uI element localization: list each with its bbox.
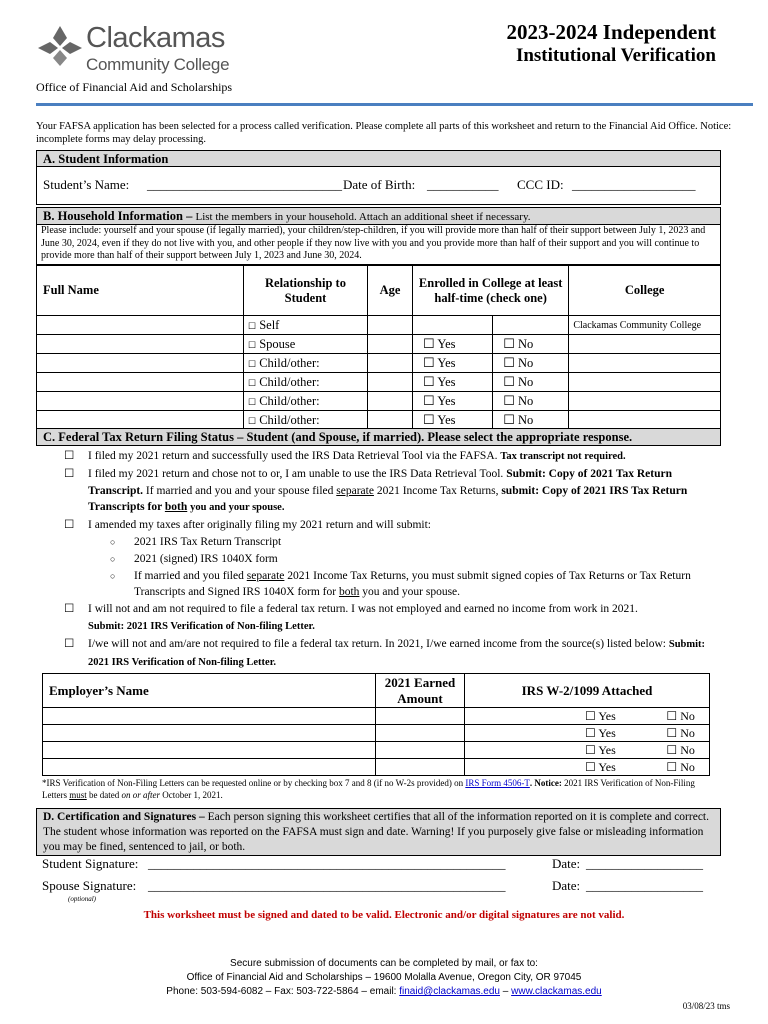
section-d-text: Each person signing this worksheet certifies that all of the information reported on it is complete and correct. The student whose information was reported on the FAFSA must sign and date. Warning! If you purposely give false or misleading information you may be fined, sentenced to jail, or both. [43, 811, 709, 853]
note-text-3: be dated [89, 790, 120, 800]
email-link[interactable]: finaid@clackamas.edu [399, 986, 500, 997]
checkbox-icon[interactable]: ☐ [248, 358, 257, 369]
option-3-text: I amended my taxes after originally filing my 2021 return and will submit: [88, 519, 432, 532]
bullet-icon: ○ [110, 536, 116, 547]
age-cell[interactable] [368, 316, 413, 335]
employer-cell[interactable] [43, 759, 376, 776]
household-table [36, 265, 721, 430]
yes-label: Yes [598, 725, 616, 740]
option-1-note: Tax transcript not required. [500, 451, 626, 462]
college-cell[interactable] [569, 335, 721, 354]
both-text: both [338, 586, 360, 599]
section-c-title: C. Federal Tax Return Filing Status – Student (and Spouse, if married). Please select the appropriate response. [43, 430, 633, 444]
spouse-date-field[interactable]: __________________ [586, 878, 703, 893]
amount-cell[interactable] [376, 708, 465, 725]
option-2-returns: 2021 Income Tax Returns, [376, 484, 499, 497]
intro-text: Your FAFSA application has been selected for a process called verification. Please complete all parts of this worksheet and return to the Financial Aid Office. Notice: incomplete forms may delay processing. [36, 121, 732, 145]
must-text: must [69, 790, 87, 800]
checkbox-icon[interactable]: ☐ [248, 339, 257, 350]
col-college: College [569, 266, 721, 316]
checkbox-icon[interactable]: ☐ [503, 393, 515, 408]
yes-label: Yes [598, 742, 616, 757]
option-2-text: I filed my 2021 return and chose not to or, I am unable to use the IRS Data Retrieval Tool. [88, 467, 504, 480]
college-cell[interactable] [569, 354, 721, 373]
sub-item-text-3: you and your spouse. [362, 586, 461, 599]
college-cell[interactable] [569, 392, 721, 411]
checkbox-icon[interactable]: ☐ [423, 374, 435, 389]
relationship-label: Spouse [259, 336, 296, 351]
checkbox-icon[interactable]: ☐ [248, 320, 257, 331]
relationship-label: Child/other: [259, 355, 320, 370]
checkbox-icon[interactable]: ☐ [423, 393, 435, 408]
footer-address: Office of Financial Aid and Scholarships – 19600 Molalla Avenue, Oregon City, OR 97045 [186, 972, 582, 983]
section-c-header [36, 428, 721, 446]
checkbox-icon[interactable]: ☐ [64, 637, 75, 650]
footer-phone-fax: Phone: 503-594-6082 – Fax: 503-722-5864 – email: [166, 986, 397, 997]
dob-label: Date of Birth: [343, 177, 416, 192]
yes-label: Yes [437, 413, 456, 427]
sub-item-text: 2021 (signed) IRS 1040X form [134, 552, 278, 565]
note-text-4: October 1, 2021. [162, 790, 223, 800]
student-date-label: Date: [552, 856, 581, 871]
form-title: 2023-2024 Independent [506, 20, 716, 44]
form-subtitle: Institutional Verification [515, 45, 716, 66]
checkbox-icon[interactable]: ☐ [666, 759, 678, 774]
no-cell [493, 316, 569, 335]
name-cell[interactable] [37, 392, 244, 411]
name-cell[interactable] [37, 411, 244, 430]
checkbox-icon[interactable]: ☐ [503, 355, 515, 370]
student-signature-field[interactable]: _______________________________________________________ [148, 856, 506, 871]
sub-item [66, 551, 716, 568]
student-date-field[interactable]: __________________ [586, 856, 703, 871]
household-instructions: Please include: yourself and your spouse (if legally married), your children/step-children, if you will provide more than half of their support between July 1, 2023 and June 30, 2024, even if they do not live with you, and other people if they now live with you and you provide more than half of their support and you will continue to provide more than half of their support between July 1, 2023 and June 30, 2024. [36, 225, 721, 265]
checkbox-icon[interactable]: ☐ [423, 412, 435, 427]
student-name-label: Student’s Name: [43, 177, 130, 192]
age-cell[interactable] [368, 411, 413, 430]
checkbox-icon[interactable]: ☐ [64, 467, 75, 480]
optional-label: (optional) [68, 895, 96, 903]
amount-cell[interactable] [376, 725, 465, 742]
separate-text: separate [246, 569, 285, 582]
ccc-id-label: CCC ID: [517, 177, 564, 192]
yes-cell [413, 354, 493, 373]
yes-label: Yes [437, 375, 456, 389]
spouse-date-label: Date: [552, 878, 581, 893]
amount-cell[interactable] [376, 759, 465, 776]
irs-form-link[interactable]: IRS Form 4506-T [465, 778, 530, 788]
footer-dash: – [502, 986, 509, 997]
checkbox-icon[interactable]: ☐ [503, 412, 515, 427]
option-4-submit: Submit: 2021 IRS Verification of Non-filing Letter. [88, 620, 315, 632]
note-notice: . Notice: [529, 778, 562, 788]
name-cell[interactable] [37, 354, 244, 373]
option-2-married: If married and you and your spouse filed [145, 484, 334, 497]
age-cell[interactable] [368, 354, 413, 373]
option-2 [66, 466, 716, 517]
bullet-icon: ○ [110, 570, 116, 581]
yes-label: Yes [598, 759, 616, 774]
relationship-cell [244, 335, 368, 354]
signature-warning: This worksheet must be signed and dated to be valid. Electronic and/or digital signatures are not valid. [143, 909, 625, 921]
no-label: No [518, 375, 534, 389]
section-a-title: A. Student Information [43, 152, 169, 166]
no-cell [493, 335, 569, 354]
checkbox-icon[interactable]: ☐ [585, 759, 596, 774]
option-5 [66, 636, 716, 672]
employer-cell[interactable] [43, 742, 376, 759]
footer-contact [0, 986, 768, 997]
amount-cell[interactable] [376, 742, 465, 759]
yes-cell [413, 411, 493, 430]
option-4 [66, 601, 716, 636]
option-1 [66, 448, 716, 466]
dob-field[interactable]: ___________ [427, 177, 499, 192]
checkbox-icon[interactable]: ☐ [666, 708, 678, 723]
website-link[interactable]: www.clackamas.edu [511, 986, 602, 997]
note-text-2: 2021 IRS Verification of Non-Filing Letters [42, 778, 695, 800]
checkbox-icon[interactable]: ☐ [503, 374, 515, 389]
student-info-box [36, 167, 721, 205]
section-a-header [36, 150, 721, 167]
yes-label: Yes [437, 394, 456, 408]
office-name: Office of Financial Aid and Scholarships [36, 80, 233, 94]
yes-label: Yes [437, 337, 456, 351]
age-cell[interactable] [368, 392, 413, 411]
logo-name: Clackamas [86, 22, 225, 54]
on-or-after-text: on or after [121, 790, 161, 800]
no-label: No [518, 394, 534, 408]
age-cell[interactable] [368, 373, 413, 392]
section-b-note: List the members in your household. Attach an additional sheet if necessary. [195, 211, 531, 223]
no-cell [493, 392, 569, 411]
section-d-title: D. Certification and Signatures – [43, 811, 205, 823]
student-signature-label: Student Signature: [42, 856, 139, 871]
no-cell [493, 354, 569, 373]
college-cell[interactable] [569, 411, 721, 430]
checkbox-icon[interactable]: ☐ [423, 355, 435, 370]
age-cell[interactable] [368, 335, 413, 354]
col-full-name: Full Name [37, 266, 244, 316]
checkbox-icon[interactable]: ☐ [585, 742, 596, 757]
relationship-cell [244, 411, 368, 430]
option-1-text: I filed my 2021 return and successfully used the IRS Data Retrieval Tool via the FAFSA. [88, 450, 498, 462]
non-filing-note [42, 777, 722, 801]
sub-item-text: If married and you filed [134, 569, 244, 582]
no-label: No [518, 356, 534, 370]
option-5-text: I/we will not and am/are not required to file a federal tax return. In 2021, I/we earned income from the source(s) listed below: [88, 637, 666, 650]
sub-item-text-2: 2021 Income Tax Returns, you must submit signed copies of Tax Returns or Tax Return Transcripts and Signed IRS 1040X form for [134, 569, 691, 599]
checkbox-icon[interactable]: ☐ [585, 708, 596, 723]
checkbox-icon[interactable]: ☐ [423, 336, 435, 351]
yes-cell [413, 335, 493, 354]
note-text: *IRS Verification of Non-Filing Letters can be requested online or by checking box 7 and 8 (if no W-2s provided) on [42, 778, 464, 788]
separate-text: separate [336, 484, 374, 497]
option-4-text: I will not and am not required to file a federal tax return. I was not employed and earned no income from work in 2021. [88, 603, 638, 616]
yes-label: Yes [437, 356, 456, 370]
footer-line-1: Secure submission of documents can be completed by mail, or fax to: [230, 958, 538, 969]
no-label: No [680, 708, 695, 723]
relationship-cell [244, 392, 368, 411]
both-text: both [164, 501, 188, 514]
section-d-header [36, 808, 721, 856]
col-age: Age [368, 266, 413, 316]
checkbox-icon[interactable]: ☐ [248, 377, 257, 388]
checkbox-icon[interactable]: ☐ [503, 336, 515, 351]
relationship-cell [244, 354, 368, 373]
relationship-cell [244, 373, 368, 392]
spouse-signature-field[interactable]: _______________________________________________________ [148, 878, 506, 893]
checkbox-icon[interactable]: ☐ [248, 396, 257, 407]
employer-cell[interactable] [43, 725, 376, 742]
yes-cell [413, 373, 493, 392]
no-label: No [680, 759, 695, 774]
yes-cell [413, 392, 493, 411]
employer-cell[interactable] [43, 708, 376, 725]
no-label: No [518, 413, 534, 427]
form-code: 03/08/23 tms [682, 1001, 730, 1011]
no-cell [493, 411, 569, 430]
employer-table [42, 673, 710, 776]
tax-status-options [66, 448, 716, 671]
section-b-header [36, 207, 721, 225]
name-cell[interactable] [37, 335, 244, 354]
checkbox-icon[interactable]: ☐ [666, 725, 678, 740]
checkbox-icon[interactable]: ☐ [64, 519, 75, 532]
sub-item [66, 568, 716, 602]
logo-subtitle: Community College [86, 55, 230, 74]
col-relationship: Relationship to Student [244, 266, 368, 316]
checkbox-icon[interactable]: ☐ [585, 725, 596, 740]
name-cell[interactable] [37, 316, 244, 335]
no-label: No [680, 742, 695, 757]
option-5-submit: Submit: 2021 IRS Verification of Non-filing Letter. [88, 638, 706, 668]
col-w2: IRS W-2/1099 Attached [465, 674, 710, 708]
relationship-label: Child/other: [259, 412, 320, 427]
option-2-submit-2: submit: Copy of 2021 IRS Tax Return Transcripts for [88, 484, 688, 514]
relationship-cell [244, 316, 368, 335]
no-cell [493, 373, 569, 392]
checkbox-icon[interactable]: ☐ [64, 450, 75, 462]
col-enrolled: Enrolled in College at least half-time (check one) [413, 266, 569, 316]
yes-cell [413, 316, 493, 335]
college-cell: Clackamas Community College [569, 316, 721, 335]
section-b-title: B. Household Information – [43, 209, 193, 223]
header-divider [36, 103, 753, 106]
col-employer: Employer’s Name [43, 674, 376, 708]
relationship-label: Child/other: [259, 374, 320, 389]
checkbox-icon[interactable]: ☐ [64, 603, 75, 616]
name-cell[interactable] [37, 373, 244, 392]
no-label: No [680, 725, 695, 740]
spouse-signature-label: Spouse Signature: [42, 878, 137, 893]
checkbox-icon[interactable]: ☐ [248, 415, 257, 426]
option-3 [66, 517, 716, 534]
option-2-end: you and your spouse. [190, 502, 285, 514]
sub-item-text: 2021 IRS Tax Return Transcript [134, 535, 282, 548]
sub-item [66, 534, 716, 551]
col-earned: 2021 Earned Amount [376, 674, 465, 708]
option-2-submit: Submit: Copy of 2021 Tax Return Transcript. [88, 467, 673, 497]
ccc-id-field[interactable]: ___________________ [572, 177, 696, 192]
relationship-label: Self [259, 317, 280, 332]
college-logo-icon [36, 24, 84, 68]
relationship-label: Child/other: [259, 393, 320, 408]
bullet-icon: ○ [110, 553, 116, 564]
no-label: No [518, 337, 534, 351]
yes-label: Yes [598, 708, 616, 723]
checkbox-icon[interactable]: ☐ [666, 742, 678, 757]
student-name-field[interactable]: ______________________________ [147, 177, 342, 192]
college-cell[interactable] [569, 373, 721, 392]
